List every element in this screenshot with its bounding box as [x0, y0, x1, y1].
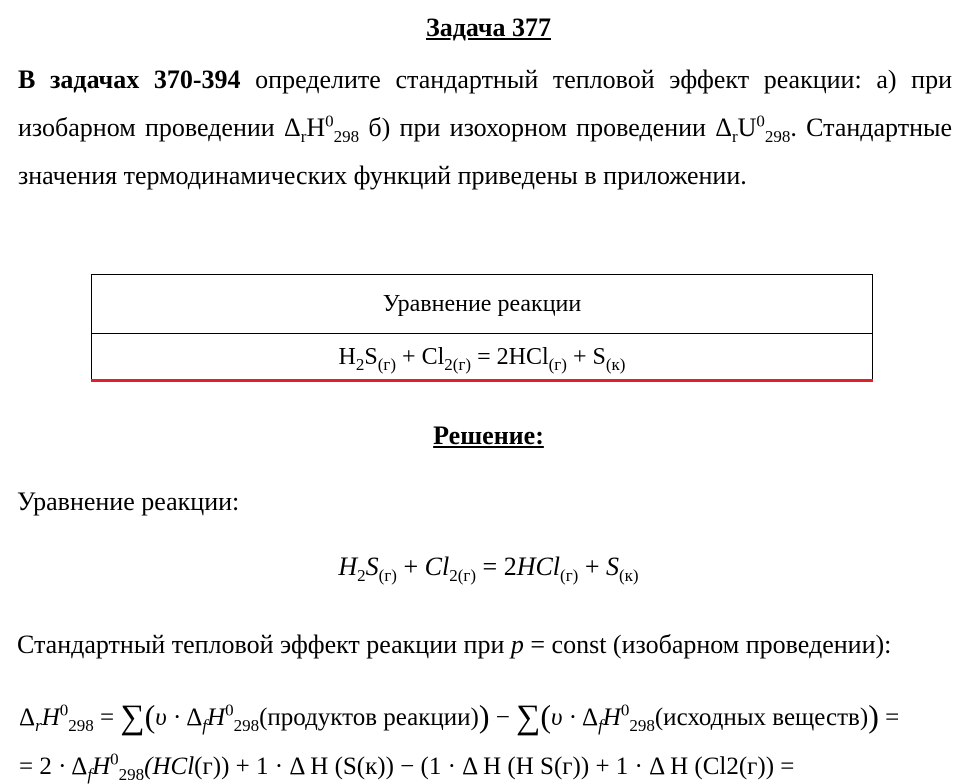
enthalpy-formula: $\Delta_rH^0_{298} = \sum(\upsilon$ · $\Delta_fH^0_{298}(продуктов$ реакции)) − $\sum(\upsilon \cdot \Delta_fH^0_{298}(исходных$ веществ)) = — [19, 698, 900, 736]
reaction-table — [91, 274, 873, 381]
std-effect-line: Стандартный тепловой эффект реакции при p = const (изобарном проведении): — [17, 630, 892, 659]
reaction-equation: $H_2S_{(г)} + Cl_{2(г)} = 2HCl_{(г)} + S_{(к)}$ — [338, 552, 639, 586]
task-text-1: определите стандартный тепловой эффект реакции: а) при изобарном проведении — [18, 65, 952, 142]
red-underline — [91, 379, 873, 382]
task-range: В задачах 370-394 — [18, 65, 241, 94]
delta-u-symbol: $\Delta_rU^0_{298}$ — [715, 111, 791, 147]
reaction-label: Уравнение реакции: — [17, 487, 240, 516]
task-statement — [18, 56, 952, 200]
delta-h-symbol: $\Delta_rH^0_{298}$ — [283, 111, 360, 147]
page-title: Задача 377 — [426, 13, 551, 42]
task-text-3: . Стандартные значения термодинамических функций приведены в приложении. — [18, 113, 952, 190]
task-text-2: б) при изохорном проведении — [359, 113, 716, 142]
solution-title: Решение: — [433, 421, 544, 450]
reaction-table-header: Уравнение реакции — [92, 275, 873, 334]
reaction-table-equation: $H_2S_{(г)} + Cl_{2(г)} = 2HCl_{(г)} + S_{(к)}$ — [92, 334, 873, 381]
enthalpy-formula-continued: = $2 \cdot \Delta_fH^0_{298}(HCl(г)) + 1 \cdot \Delta$ H (S(к)) − (1 · Δ H (H S(г)) + 1 · Δ H (Cl2(г)) = — [19, 749, 795, 784]
